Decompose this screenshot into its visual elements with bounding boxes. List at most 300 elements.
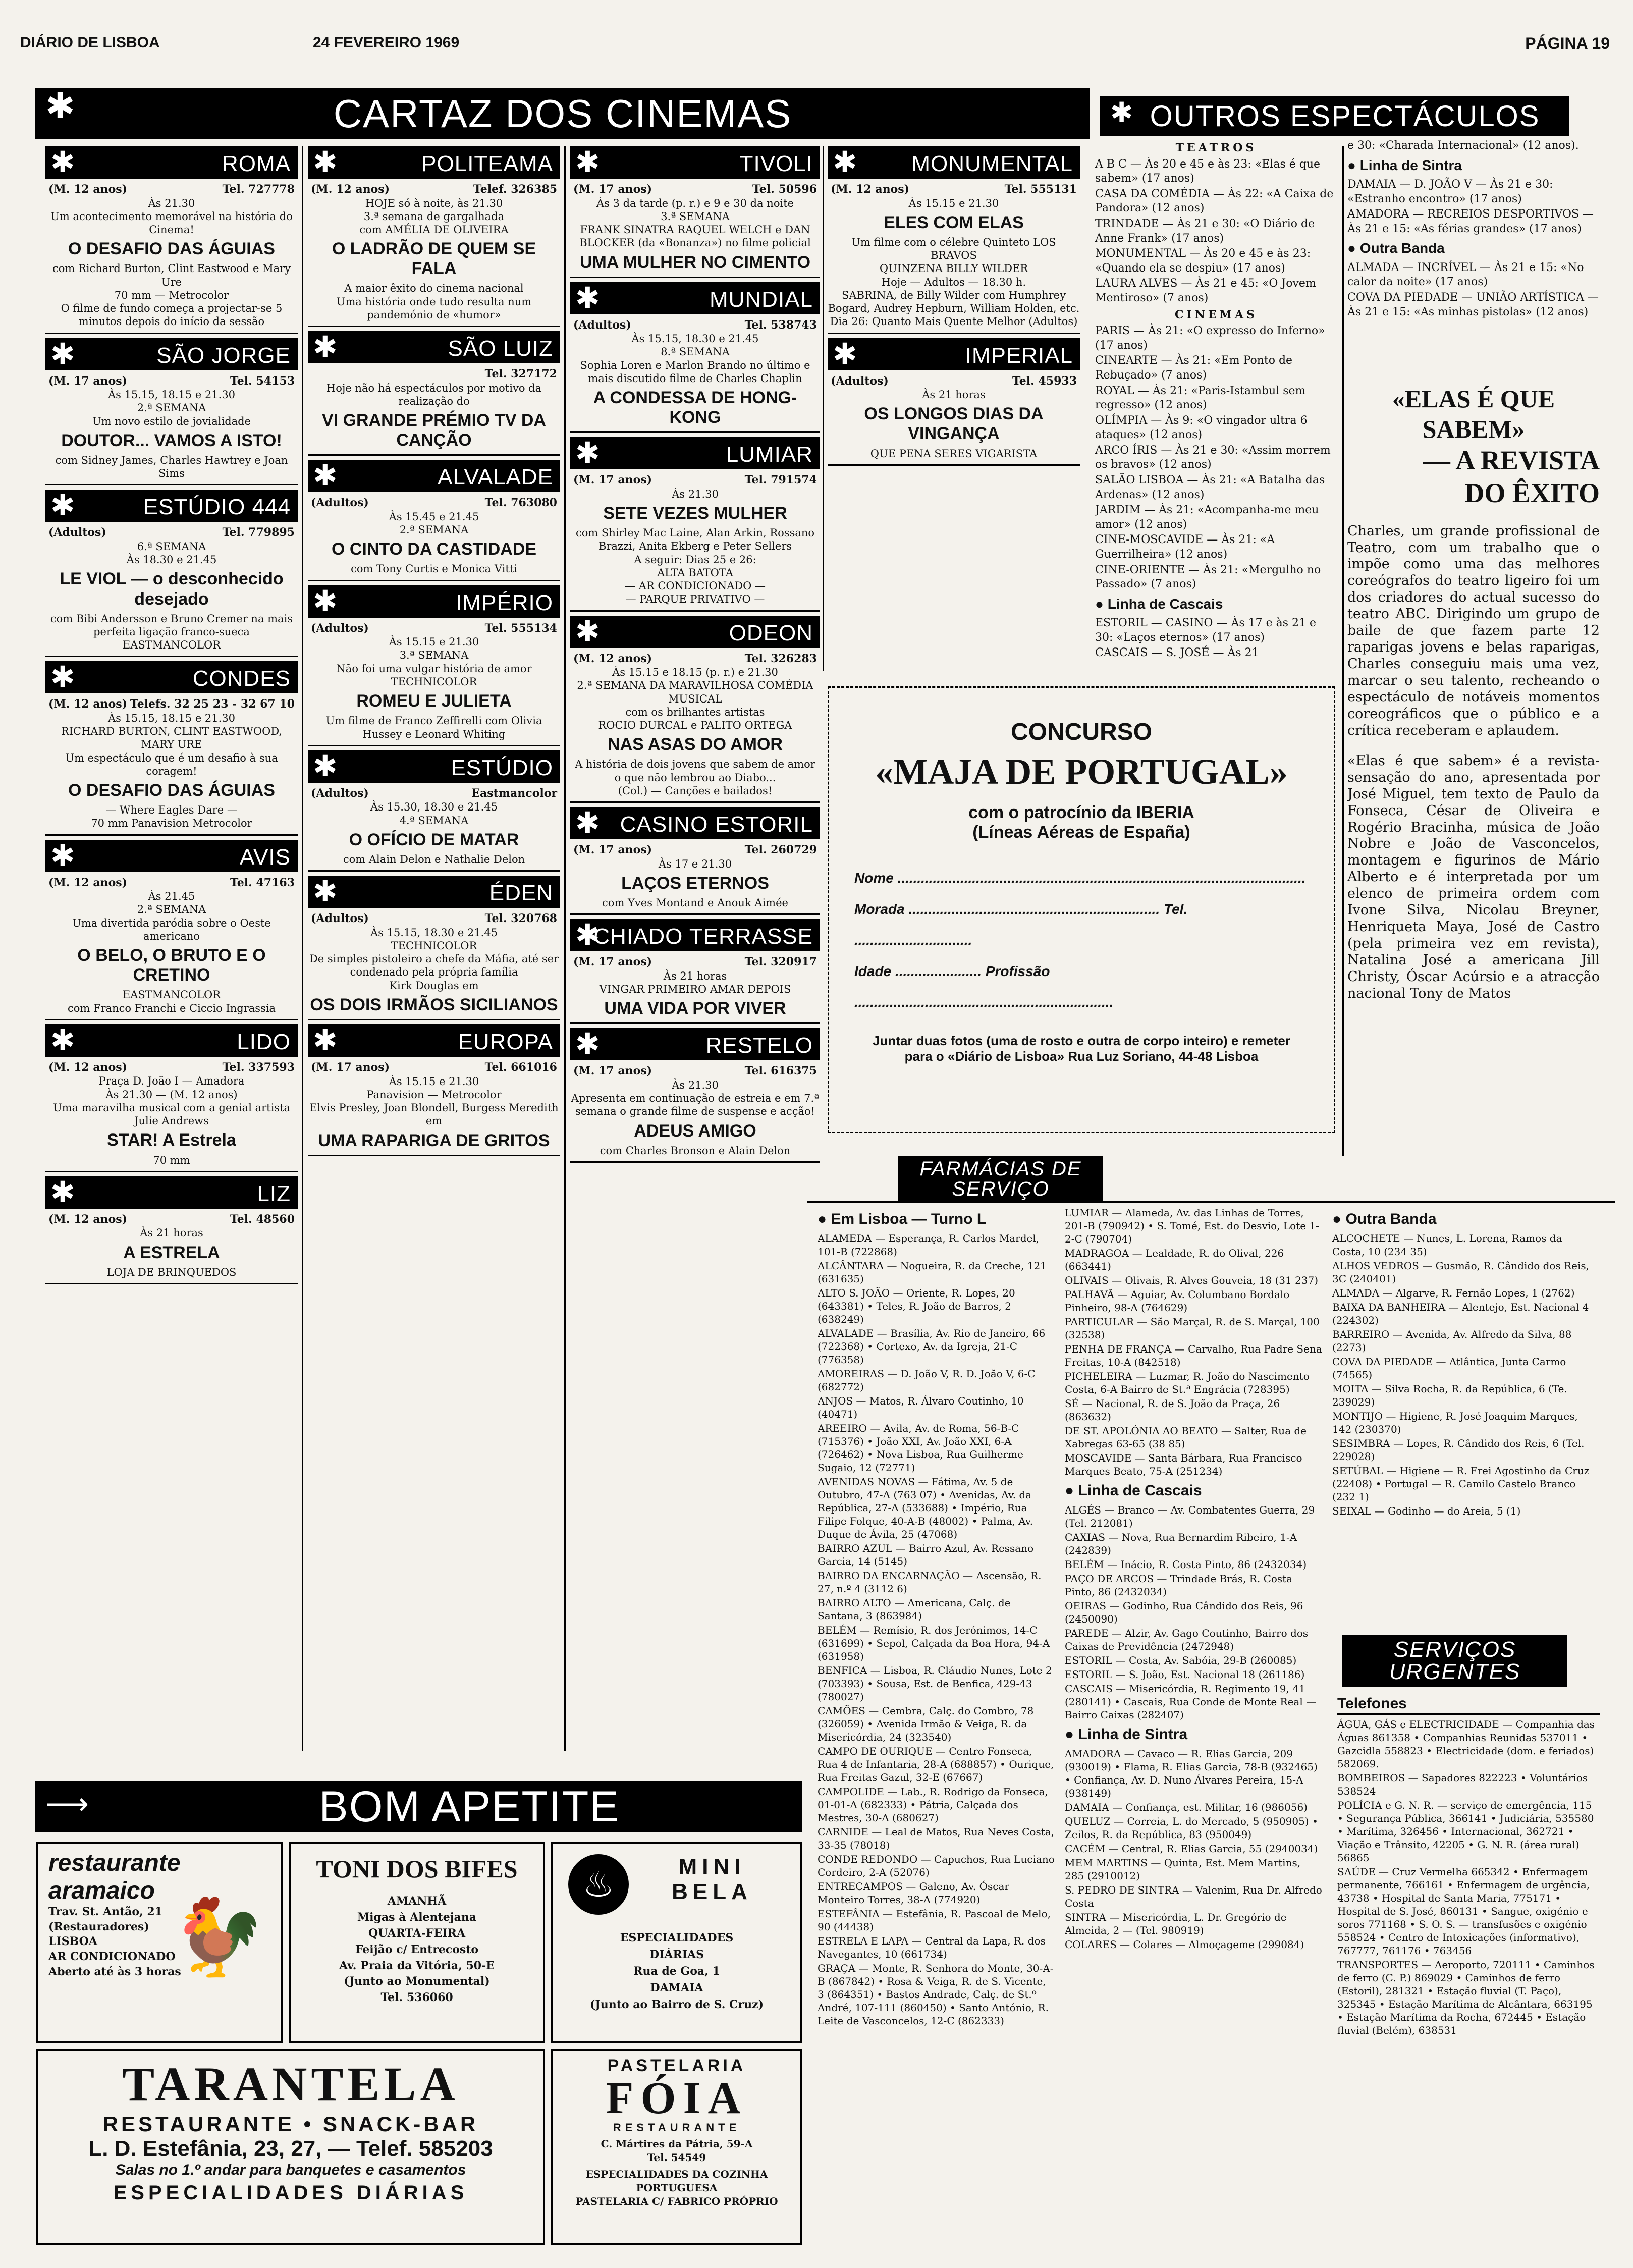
listing-entry: MEM MARTINS — Quinta, Est. Mem Martins, 285 (2910012) <box>1065 1857 1301 1882</box>
rooster-icon: 🐓 <box>171 1894 265 1981</box>
listing-entry: MADRAGOA — Lealdade, R. do Olival, 226 (663441) <box>1065 1247 1284 1272</box>
farmacias-banner <box>898 1156 1103 1202</box>
cinema-name: CHIADO TERRASSE <box>593 924 813 949</box>
listing-entry: CAMPOLIDE — Lab., R. Rodrigo da Fonseca, 01-01-A (682333) • Pátria, Calçada dos Mestres, 30-A (680627) <box>818 1786 1048 1824</box>
ad2-l1: Migas à Alentejana <box>357 1910 477 1924</box>
cinema-meta <box>45 183 298 197</box>
cinema-name: EUROPA <box>458 1030 553 1054</box>
cinema-line: Às 17 e 21.30 <box>658 857 732 870</box>
film-title: O OFÍCIO DE MATAR <box>349 830 519 849</box>
cinema-line: 3.ª SEMANA <box>399 649 469 662</box>
listing-entry: PAREDE — Alzir, Av. Gago Coutinho, Bairro dos Caixas de Previdência (2472948) <box>1065 1627 1309 1652</box>
farmacias-lisboa <box>818 1206 1055 2246</box>
sintra-label: Linha de Sintra <box>1359 157 1462 173</box>
cinema-listing <box>308 331 560 456</box>
listing-entry: ESTRELA E LAPA — Central da Lapa, R. dos Navegantes, 10 (661734) <box>818 1935 1046 1960</box>
ad-toni <box>289 1842 545 2043</box>
listing-entry: PARIS — Às 21: «O expresso do Inferno» (17 anos) <box>1095 325 1325 352</box>
listing-entry: LUMIAR — Alameda, Av. das Linhas de Torres, 201-B (790942) • S. Tomé, Est. do Desvio, Lote 1-2-C (790704) <box>1065 1207 1319 1245</box>
cinema-extra: QUINZENA BILLY WILDER <box>879 262 1028 275</box>
cinema-tel: Tel. 327172 <box>484 367 557 381</box>
telefones-heading: Telefones <box>1337 1694 1600 1715</box>
cinema-header <box>828 146 1080 179</box>
cinema-line: Às 15.15, 18.15 e 21.30 <box>107 712 236 724</box>
cinema-header <box>570 146 820 179</box>
star-icon: ✱ <box>575 437 600 470</box>
idade-field[interactable]: Idade ...................... Profissão .................................................................. <box>854 963 1114 1010</box>
listing-entry: CINE-ORIENTE — Às 21: «Mergulho no Passado» (7 anos) <box>1095 563 1321 591</box>
star-icon: ✱ <box>45 86 76 126</box>
teatros-heading: TEATROS <box>1175 141 1257 154</box>
cinema-header <box>570 919 820 951</box>
film-title: SETE VEZES MULHER <box>603 504 787 523</box>
cinema-listing <box>45 1176 298 1284</box>
listing-entry: ROYAL — Às 21: «Paris-Istambul sem regresso» (12 anos) <box>1095 384 1306 412</box>
cinema-line: Uma divertida paródia sobre o Oeste americano <box>72 916 271 942</box>
cinemas-heading: CINEMAS <box>1175 308 1258 321</box>
lisboa-list <box>818 1232 1055 2027</box>
cinema-listing <box>570 146 820 278</box>
cinema-extra: A seguir: Dias 25 e 26: <box>634 553 756 566</box>
listing-entry: DAMAIA — D. JOÃO V — Às 21 e 30: «Estranho encontro» (17 anos) <box>1347 178 1553 205</box>
cinema-name: IMPERIAL <box>965 343 1073 368</box>
cinema-line: 2.ª SEMANA DA MARAVILHOSA COMÉDIA MUSICAL <box>577 679 813 705</box>
listing-entry: CAMÕES — Cembra, Calç. do Combro, 78 (326059) • Avenida Irmão & Veiga, R. da Misericórdia, 24 (323540) <box>818 1705 1034 1743</box>
listing-entry: BAIRRO DA ENCARNAÇÃO — Ascensão, R. 27, n.º 4 (3112 6) <box>818 1570 1042 1595</box>
cinema-extra: EASTMANCOLOR <box>122 989 221 1001</box>
cinema-extra: com Richard Burton, Clint Eastwood e Mary Ure <box>52 262 291 288</box>
divider <box>570 1022 820 1024</box>
listing-entry: ARCO ÍRIS — Às 21 e 30: «Assim morrem os bravos» (12 anos) <box>1095 444 1331 471</box>
cinema-listing <box>308 146 560 327</box>
cinema-extra: com Franco Franchi e Ciccio Ingrassia <box>67 1002 276 1014</box>
cinema-line: De simples pistoleiro a chefe da Máfia, até ser condenado pela própria família <box>309 953 559 979</box>
cinema-name: ALVALADE <box>438 465 553 490</box>
cinema-name: TIVOLI <box>739 151 813 176</box>
ad-minibela <box>551 1842 802 2043</box>
concurso-note: Juntar duas fotos (uma de rosto e outra de corpo inteiro) e remeter para o «Diário de Lisboa» Rua Luz Soriano, 44-48 Lisboa <box>873 1033 1290 1064</box>
cinema-name: LIDO <box>237 1029 291 1054</box>
star-icon: ✱ <box>50 489 75 522</box>
cinema-age: (M. 17 anos) <box>48 374 128 388</box>
cinema-listing <box>828 338 1080 466</box>
divider <box>308 1155 560 1156</box>
listing-entry: PARTICULAR — São Marçal, R. de S. Marçal, 100 (32538) <box>1065 1316 1320 1341</box>
divider <box>308 745 560 746</box>
cinema-listing <box>308 1024 560 1156</box>
cinema-extra: Uma história onde tudo resulta num pandemónio de «humor» <box>336 295 532 321</box>
film-title: UMA MULHER NO CIMENTO <box>579 252 811 272</box>
ad2-l3: Feijão c/ Entrecosto <box>355 1942 479 1956</box>
cinema-line: 3.ª semana de gargalhada <box>363 210 505 223</box>
cinema-tel: Tel. 260729 <box>744 843 817 857</box>
urgentes-list <box>1337 1718 1600 2037</box>
cinema-line: Sophia Loren e Marlon Brando no último e mais discutido filme de Charles Chaplin <box>580 359 810 385</box>
divider <box>308 454 560 456</box>
cinema-line: Às 15.45 e 21.45 <box>389 510 479 523</box>
divider <box>45 1019 298 1020</box>
listing-entry: TRINDADE — Às 21 e 30: «O Diário de Anne Frank» (17 anos) <box>1095 217 1315 245</box>
outros-banda-list <box>1347 261 1600 319</box>
cinema-extra: Um filme com o célebre Quinteto LOS BRAVOS <box>851 236 1056 262</box>
film-title: UMA VIDA POR VIVER <box>604 999 786 1018</box>
cinema-age: (M. 12 anos) <box>48 1212 128 1226</box>
listing-entry: BAIRRO AZUL — Bairro Azul, Av. Ressano Garcia, 14 (5145) <box>818 1542 1034 1568</box>
cinema-meta <box>308 367 560 382</box>
cinema-age: (Adultos) <box>311 496 369 510</box>
cinema-name: CONDES <box>192 666 291 691</box>
cinema-header <box>308 585 560 618</box>
cinema-age: (Adultos) <box>311 786 369 800</box>
revista-sub1: — A REVISTA <box>1423 445 1600 475</box>
cinema-extra: EASTMANCOLOR <box>122 639 221 652</box>
divider <box>45 834 298 836</box>
cinema-extra: O filme de fundo começa a projectar-se 5 minutos depois do início da sessão <box>61 302 283 328</box>
ad5-fab: PASTELARIA C/ FABRICO PRÓPRIO <box>575 2195 778 2207</box>
cinema-extra: Um filme de Franco Zeffirelli com Olivia Hussey e Leonard Whiting <box>325 715 542 740</box>
divider <box>45 656 298 657</box>
listing-entry: A B C — Às 20 e 45 e às 23: «Elas é que sabem» (17 anos) <box>1095 157 1321 185</box>
cinema-name: POLITEAMA <box>421 151 553 176</box>
listing-entry: TRANSPORTES — Aeroporto, 720111 • Caminhos de ferro (C. P.) 869029 • Caminhos de ferro (Estoril), 281321 • Estação fluvial (T. Paço), 325345 • Estação Marítima de Alcântara, 663195 • Estação Marítima da Rocha, 672445 • Estação fluvial (Belém), 638531 <box>1337 1959 1595 2036</box>
column-rule <box>564 146 566 1751</box>
ad4-salas: Salas no 1.º andar para banquetes e casamentos <box>115 2162 466 2178</box>
cinema-name: ROMA <box>222 151 291 176</box>
farmacias-mid <box>1065 1206 1322 2246</box>
cinema-line: 8.ª SEMANA <box>661 346 730 358</box>
cinema-line: Um novo estilo de jovialidade <box>92 415 251 427</box>
cinema-age: (M. 17 anos) <box>311 1061 390 1074</box>
column-rule <box>1342 146 1344 1156</box>
cinemas-banner-title: CARTAZ DOS CINEMAS <box>333 91 792 136</box>
cinema-tel: Tel. 45933 <box>1012 374 1077 388</box>
listing-entry: PALHAVÃ — Aguiar, Av. Columbano Bordalo Pinheiro, 98-A (764629) <box>1065 1288 1290 1314</box>
fsintra-heading: ● Linha de Sintra <box>1065 1726 1188 1743</box>
cinema-extra: A história de dois jovens que sabem de amor o que não lembrou ao Diabo... <box>575 758 815 784</box>
listing-entry: ANJOS — Matos, R. Álvaro Coutinho, 10 (40471) <box>818 1395 1024 1420</box>
ad2-l2: QUARTA-FEIRA <box>368 1926 466 1940</box>
listing-entry: ALCÂNTARA — Nogueira, R. da Creche, 121 (631635) <box>818 1260 1047 1285</box>
cinema-name: ESTÚDIO <box>451 755 553 780</box>
ad2-name: TONI DOS BIFES <box>316 1855 518 1883</box>
listing-entry: OLÍMPIA — Às 9: «O vingador ultra 6 ataques» (12 anos) <box>1095 414 1308 442</box>
issue-date: 24 FEVEREIRO 1969 <box>313 34 460 51</box>
fbanda-label: Outra Banda <box>1345 1211 1437 1227</box>
cinema-line: 2.ª SEMANA <box>399 524 469 536</box>
star-icon: ✱ <box>50 1175 75 1209</box>
cinema-line: Às 21 horas <box>922 389 986 401</box>
listing-entry: SÉ — Nacional, R. de S. João da Praça, 26 (863632) <box>1065 1397 1280 1423</box>
divider <box>570 913 820 915</box>
cinema-tel: Tel. 538743 <box>744 318 817 332</box>
cinema-age: (M. 12 anos) <box>831 183 910 196</box>
cinema-listing <box>45 338 298 486</box>
cinema-listing <box>308 750 560 872</box>
farmacias-title: FARMÁCIAS DE SERVIÇO <box>919 1158 1082 1200</box>
revista-body <box>1347 523 1600 1002</box>
teatros-list <box>1095 157 1337 306</box>
film-title: OS DOIS IRMÃOS SICILIANOS <box>310 995 558 1014</box>
film-title: O LADRÃO DE QUEM SE FALA <box>332 239 536 279</box>
ad2-addr: Av. Praia da Vitória, 50-E <box>339 1959 495 1972</box>
cinema-age: (Adultos) <box>311 621 369 635</box>
listing-entry: BENFICA — Lisboa, R. Cláudio Nunes, Lote 2 (703393) • Sousa, Est. de Benfica, 429-43 (780027) <box>818 1664 1052 1703</box>
cinema-listing <box>45 840 298 1020</box>
film-title: O DESAFIO DAS ÁGUIAS <box>68 239 275 259</box>
cinema-extra: com Bibi Andersson e Bruno Cremer na mais perfeita ligação franco-sueca <box>50 612 293 638</box>
cinema-meta <box>45 526 298 540</box>
cinema-line: 2.ª SEMANA <box>137 402 206 414</box>
cinema-header <box>570 1028 820 1060</box>
ad5-tel: Tel. 54549 <box>647 2151 706 2164</box>
page-number: PÁGINA 19 <box>1525 34 1610 52</box>
ad1-name2: aramaico <box>48 1877 155 1904</box>
cinema-header <box>45 661 298 693</box>
star-icon: ✱ <box>313 749 338 783</box>
listing-entry: AMADORA — Cavaco — R. Elias Garcia, 209 (930019) • Flama, R. Elias Garcia, 78-B (932465) • Confiança, Av. D. Nuno Álvares Pereira, 15-A (938149) <box>1065 1748 1318 1799</box>
listing-entry: AMOREIRAS — D. João V, R. D. João V, 6-C (682772) <box>818 1368 1036 1393</box>
cinema-line: Panavision — Metrocolor <box>366 1088 502 1101</box>
profissao-label: Profissão <box>985 963 1050 979</box>
cinema-extra: A maior êxito do cinema nacional <box>344 282 524 295</box>
cinema-meta <box>308 622 560 636</box>
cinema-age: (M. 17 anos) <box>573 473 652 487</box>
ad3-l2: DIÁRIAS <box>649 1948 704 1961</box>
cinema-extra: 70 mm — Metrocolor <box>114 289 229 301</box>
cinema-name: ESTÚDIO 444 <box>143 495 291 520</box>
nome-label: Nome <box>854 870 894 886</box>
cinema-name: LIZ <box>257 1181 291 1206</box>
cinema-meta <box>570 843 820 857</box>
ad1-sub: (Restauradores) <box>48 1920 149 1933</box>
ad1-city: LISBOA <box>48 1935 97 1949</box>
cinema-meta <box>828 183 1080 197</box>
star-icon: ✱ <box>833 337 857 370</box>
listing-entry: SETÚBAL — Higiene — R. Frei Agostinho da Cruz (22408) • Portugal — R. Camilo Castelo Branco (232 1) <box>1332 1465 1590 1503</box>
cinema-meta <box>45 1213 298 1227</box>
cinema-header <box>45 146 298 179</box>
cinema-header <box>570 616 820 648</box>
star-icon: ✱ <box>50 146 75 179</box>
outros-column-2 <box>1347 139 1600 391</box>
listing-entry: AREEIRO — Avila, Av. de Roma, 56-B-C (715376) • João XXI, Av. João XXI, 6-A (726462) • Nova Lisboa, Rua Guilherme Sugaio, 12 (72771) <box>818 1422 1023 1474</box>
divider <box>308 870 560 872</box>
sintra-heading: ● Linha de Sintra <box>1347 157 1462 173</box>
listing-entry: MONUMENTAL — Às 20 e 45 e às 23: «Quando ela se despiu» (17 anos) <box>1095 247 1311 275</box>
listing-entry: POLÍCIA e G. N. R. — serviço de emergência, 115 • Segurança Pública, 366141 • Judiciária, 535580 • Marítima, 326456 • Internacional, 362721 • Viação e Trânsito, 42205 • G. N. R. (área rural) 56865 <box>1337 1799 1594 1864</box>
listing-entry: CAMPO DE OURIQUE — Centro Fonseca, Rua 4 de Infantaria, 28-A (688857) • Ourique, Rua Freitas Gazul, 32-E (67667) <box>818 1745 1054 1784</box>
listing-entry: CACÉM — Central, R. Elias Garcia, 55 (2940034) <box>1065 1843 1318 1855</box>
star-icon: ✱ <box>575 806 600 840</box>
cinema-name: CASINO ESTORIL <box>620 812 813 837</box>
ad3-l1: ESPECIALIDADES <box>620 1931 734 1945</box>
cinema-extra: 70 mm Panavision Metrocolor <box>91 817 252 830</box>
lisboa-label: Em Lisboa — Turno L <box>831 1211 987 1227</box>
cinema-extra: com Yves Montand e Anouk Aimée <box>602 897 788 909</box>
cinema-header <box>45 840 298 872</box>
nome-field[interactable]: Nome ........................................................................................................ <box>854 870 1306 886</box>
cinema-meta <box>308 787 560 801</box>
cinema-tel: Telef. 326385 <box>473 183 557 196</box>
fcascais-heading: ● Linha de Cascais <box>1065 1482 1202 1499</box>
cinema-extra: Dia 26: Quanto Mais Quente Melhor (Adultos) <box>830 315 1078 328</box>
cinema-column-3 <box>570 146 820 1756</box>
divider <box>570 1161 820 1163</box>
cinema-line: Não foi uma vulgar história de amor <box>336 662 532 675</box>
cinema-extra: — Where Eagles Dare — <box>105 804 238 817</box>
film-title: VI GRANDE PRÉMIO TV DA CANÇÃO <box>322 411 546 450</box>
revista-sub2: DO ÊXITO <box>1464 477 1600 508</box>
listing-entry: ÁGUA, GÁS e ELECTRICIDADE — Companhia das Águas 861358 • Companhias Reunidas 537011 • Gazcidla 558823 • Electricidade (dom. e feriados) 582069. <box>1337 1718 1595 1770</box>
cinema-line: 6.ª SEMANA <box>137 540 206 553</box>
cinema-line: com os brilhantes artistas <box>625 706 765 718</box>
film-title: LAÇOS ETERNOS <box>621 873 769 893</box>
divider <box>807 1201 1615 1203</box>
film-title: ELES COM ELAS <box>884 212 1024 232</box>
cinema-name: ÉDEN <box>489 881 553 906</box>
cinema-meta <box>570 955 820 969</box>
cinema-line: Às 21.45 <box>148 890 195 903</box>
cinema-age: (M. 12 anos) <box>573 652 652 665</box>
star-icon: ✱ <box>1110 97 1134 128</box>
cinema-tel: Tel. 320768 <box>484 912 557 926</box>
cinema-header <box>828 338 1080 370</box>
star-icon: ✱ <box>575 146 600 179</box>
cinema-age: (M. 12 anos) <box>48 697 128 711</box>
cinema-age: (M. 12 anos) <box>311 183 390 196</box>
listing-entry: AMADORA — RECREIOS DESPORTIVOS — Às 21 e 15: «As férias grandes» (17 anos) <box>1347 208 1594 235</box>
cinema-listing <box>45 661 298 835</box>
cinema-name: ODEON <box>729 620 813 645</box>
fsintra-list <box>1065 1747 1322 1951</box>
tel-label: Tel. <box>1164 901 1188 917</box>
cinema-column-1 <box>45 146 298 1756</box>
concurso-name: «MAJA DE PORTUGAL» <box>875 751 1288 792</box>
divider <box>570 801 820 803</box>
listing-entry: BAIRRO ALTO — Americana, Calç. de Santana, 3 (863984) <box>818 1597 1011 1622</box>
cinema-tel: Tel. 48560 <box>230 1212 295 1226</box>
listing-entry: PICHELEIRA — Luzmar, R. João do Nascimento Costa, 6-A Bairro de St.ª Engrácia (728395) <box>1065 1370 1310 1395</box>
star-icon: ✱ <box>50 337 75 370</box>
star-icon: ✱ <box>833 146 857 179</box>
page-header <box>20 29 1615 60</box>
cinema-line: Hoje não há espectáculos por motivo da realização do <box>326 382 542 407</box>
cinema-tel: Telefs. 32 25 23 - 32 67 10 <box>130 697 295 711</box>
mid-list <box>1065 1206 1322 1478</box>
cinema-line: 2.ª SEMANA <box>137 903 206 916</box>
cinemas-banner <box>35 88 1090 139</box>
cinema-listing <box>570 807 820 915</box>
cinema-extra: ALTA BATOTA <box>657 566 733 579</box>
cinema-header <box>45 1176 298 1209</box>
cinema-header <box>308 876 560 908</box>
divider <box>45 1171 298 1172</box>
cinema-header <box>570 282 820 314</box>
film-title: A CONDESSA DE HONG-KONG <box>593 388 797 427</box>
listing-entry: S. PEDRO DE SINTRA — Valenim, Rua Dr. Alfredo Costa <box>1065 1884 1322 1909</box>
listing-entry: COVA DA PIEDADE — UNIÃO ARTÍSTICA — Às 21 e 15: «As minhas pistolas» (12 anos) <box>1347 291 1599 318</box>
cinema-line: Às 15.15, 18.30 e 21.45 <box>631 333 759 345</box>
star-icon: ✱ <box>313 875 338 908</box>
cook-icon: ♨ <box>568 1854 629 1915</box>
outros-banner <box>1100 96 1569 136</box>
divider <box>570 277 820 278</box>
cinema-line: Às 21 horas <box>140 1227 203 1239</box>
cinema-age: (M. 17 anos) <box>573 183 652 196</box>
star-icon: ✱ <box>313 459 338 493</box>
cinema-line: Às 3 da tarde (p. r.) e 9 e 30 da noite <box>596 197 794 209</box>
cinema-line: Às 15.15 e 21.30 <box>389 1075 479 1088</box>
cinema-tel: Tel. 616375 <box>744 1064 817 1078</box>
cinema-tel: Tel. 727778 <box>222 183 295 196</box>
listing-entry: OLIVAIS — Olivais, R. Alves Gouveia, 18 (31 237) <box>1065 1274 1319 1286</box>
cinema-tel: Tel. 337593 <box>222 1060 295 1074</box>
listing-entry: CASCAIS — Misericórdia, R. Regimento 19, 41 (280141) • Cascais, Rua Conde de Monte Real — Bairro Caixas (282407) <box>1065 1683 1317 1721</box>
cinema-line: Às 15.30, 18.30 e 21.45 <box>370 801 498 814</box>
cinema-name: IMPÉRIO <box>456 590 553 615</box>
star-icon: ✱ <box>575 1028 600 1061</box>
ad5-addr: C. Mártires da Pátria, 59-A <box>601 2138 753 2150</box>
divider <box>45 333 298 334</box>
cinema-listing <box>570 1028 820 1163</box>
listing-entry: ALGÉS — Branco — Av. Combatentes Guerra, 29 (Tel. 212081) <box>1065 1504 1315 1529</box>
ad4-sub: RESTAURANTE • SNACK-BAR <box>102 2112 479 2136</box>
cinema-line: VINGAR PRIMEIRO AMAR DEPOIS <box>599 983 791 996</box>
listing-entry: CINEARTE — Às 21: «Em Ponto de Rebuçado» (7 anos) <box>1095 354 1293 382</box>
cinema-line: Às 15.15 e 18.15 (p. r.) e 21.30 <box>612 666 778 679</box>
cinema-tel: Tel. 326283 <box>744 652 817 665</box>
film-title: LE VIOL — o desconhecido desejado <box>60 569 284 609</box>
listing-entry: BELÉM — Remísio, R. dos Jerónimos, 14-C (631699) • Sepol, Calçada da Boa Hora, 94-A (631958) <box>818 1624 1050 1662</box>
outros-sintra-list <box>1347 178 1600 236</box>
cinema-line: Às 15.15 e 21.30 <box>389 636 479 649</box>
cinema-line: Às 15.15, 18.30 e 21.45 <box>370 926 498 939</box>
cinema-meta <box>308 183 560 197</box>
cinema-name: MONUMENTAL <box>911 151 1073 176</box>
cinema-name: SÃO LUIZ <box>448 336 553 361</box>
fbanda-heading: ● Outra Banda <box>1332 1211 1437 1227</box>
cinema-tel: Tel. 320917 <box>744 955 817 969</box>
revista-article <box>1347 384 1600 1120</box>
listing-entry: OEIRAS — Godinho, Rua Cândido dos Reis, 96 (2450090) <box>1065 1600 1303 1625</box>
cinema-listing <box>570 282 820 434</box>
film-title: DOUTOR... VAMOS A ISTO! <box>61 430 282 450</box>
listing-entry: COLARES — Colares — Almoçageme (299084) <box>1065 1938 1304 1951</box>
lisboa-heading: ● Em Lisboa — Turno L <box>818 1211 987 1227</box>
cinema-age: (M. 12 anos) <box>48 183 128 196</box>
listing-entry: ALTO S. JOÃO — Oriente, R. Lopes, 20 (643381) • Teles, R. João de Barros, 2 (638249) <box>818 1287 1015 1325</box>
cinema-listing <box>570 616 820 803</box>
star-icon: ✱ <box>575 919 600 952</box>
fbanda-list <box>1332 1232 1595 1518</box>
cinema-line: HOJE só à noite, às 21.30 <box>365 197 503 209</box>
listing-entry: Charles, um grande profissional de Teatro, com um trabalho que o impõe como uma das melhores coreógrafos do teatro ligeiro foi um dos criadores do actual sucesso do teatro ABC. Dirigindo um grupo de baile de que fazem parte 12 raparigas jovens e belas raparigas, Charles conseguiu mais uma vez, marcar o seu talento, recheando o espectáculo de notáveis momentos coreográficos que o público e a crítica receberam e aplaudem. <box>1347 523 1600 738</box>
cinema-line: Praça D. João I — Amadora <box>98 1075 245 1088</box>
urgentes-title: SERVIÇOS URGENTES <box>1389 1637 1521 1684</box>
star-icon: ✱ <box>50 839 75 872</box>
film-title: O BELO, O BRUTO E O CRETINO <box>77 946 266 985</box>
cinema-tel: Tel. 50596 <box>752 183 817 196</box>
ad-restaurante <box>36 1842 283 2043</box>
ad1-addr: Trav. St. Antão, 21 <box>48 1905 162 1918</box>
cinema-line: Às 15.15, 18.15 e 21.30 <box>107 389 236 401</box>
morada-field[interactable]: Morada ................................................................ Tel. .............................. <box>854 901 1188 948</box>
listing-entry: MONTIJO — Higiene, R. José Joaquim Marques, 142 (230370) <box>1332 1410 1578 1435</box>
cinema-meta <box>570 183 820 197</box>
cinema-extra: com Alain Delon e Nathalie Delon <box>343 853 525 866</box>
cinema-extra: 70 mm <box>153 1154 190 1166</box>
ad2-tel: Tel. 536060 <box>380 1991 453 2005</box>
